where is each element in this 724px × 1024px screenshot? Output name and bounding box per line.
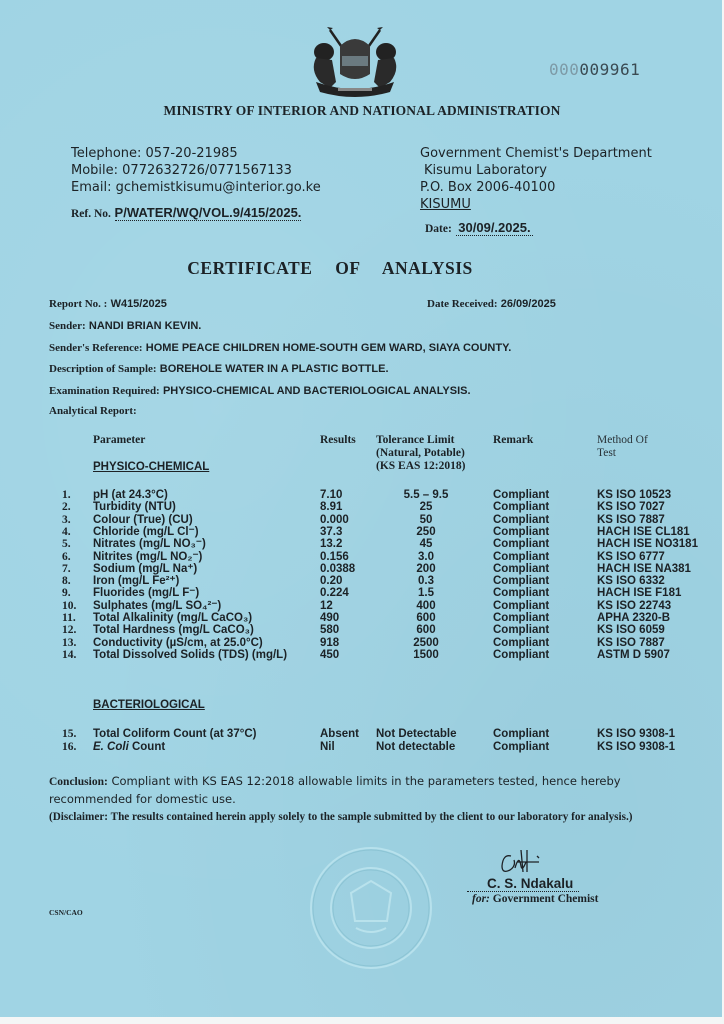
cell-param: pH (at 24.3°C): [93, 489, 168, 501]
report-no-value: W415/2025: [110, 298, 167, 310]
date-value: 30/09/.2025.: [458, 220, 531, 235]
conclusion-label: Conclusion:: [49, 776, 108, 788]
signer-name: C. S. Ndakalu: [467, 876, 579, 892]
table-row: [0, 575, 724, 588]
cell-num: 11.: [62, 612, 76, 624]
cell-result: 12: [320, 599, 333, 612]
reference-number: [71, 205, 301, 220]
issue-date: [425, 219, 533, 237]
sender-label: Sender:: [49, 320, 86, 332]
cell-num: 9.: [62, 587, 71, 600]
table-row: [0, 612, 724, 625]
header-method: [597, 434, 648, 460]
section-bacteriological: BACTERIOLOGICAL: [93, 699, 205, 711]
cell-result: 580: [320, 624, 340, 637]
cell-tolerance: 3.0: [418, 550, 434, 563]
header-method-line2: Test: [597, 447, 616, 459]
lab-name: Kisumu Laboratory: [424, 163, 547, 178]
table-row: [0, 649, 724, 662]
cell-result: 0.20: [320, 575, 343, 588]
cell-num: 7.: [62, 562, 71, 575]
cell-remark: Compliant: [493, 489, 550, 501]
certificate-title: CERTIFICATE OF ANALYSIS: [187, 258, 473, 278]
sample-value: BOREHOLE WATER IN A PLASTIC BOTTLE.: [159, 363, 389, 375]
table-row: [0, 501, 724, 514]
cell-param: Total Alkalinity (mg/L CaCO₃): [93, 612, 253, 624]
department-name: Government Chemist's Department: [420, 146, 652, 161]
serial-prefix: 000: [549, 60, 580, 79]
cell-remark: Compliant: [493, 599, 550, 612]
cell-result: Absent: [320, 728, 359, 740]
cell-param: Conductivity (µS/cm, at 25.0°C): [93, 636, 263, 649]
header-parameter: Parameter: [93, 434, 146, 446]
cell-method: APHA 2320-B: [597, 612, 671, 624]
cell-remark: Compliant: [493, 525, 550, 538]
cell-num: 12.: [62, 624, 77, 637]
cell-method: KS ISO 7887: [597, 636, 665, 649]
cell-tolerance: 50: [419, 513, 433, 526]
cell-result: 490: [320, 612, 340, 624]
cell-result: 918: [320, 636, 340, 649]
ministry-heading: MINISTRY OF INTERIOR AND NATIONAL ADMINISTRATION: [163, 103, 561, 118]
cell-param: Nitrates (mg/L NO₃⁻): [93, 538, 206, 551]
analytical-report-label: [49, 405, 137, 417]
table-row: [0, 514, 724, 527]
cell-result: 450: [320, 648, 340, 661]
cell-remark: Compliant: [493, 728, 550, 740]
sample-description: [49, 363, 389, 375]
cell-method: KS ISO 6777: [597, 550, 665, 563]
cell-tolerance: 1.5: [418, 587, 434, 600]
examination-required: [49, 385, 471, 397]
cell-tolerance: 5.5 – 9.5: [403, 489, 449, 501]
cell-param: Nitrites (mg/L NO₂⁻): [93, 550, 203, 563]
cell-param-italic: E. Coli: [93, 741, 129, 753]
cell-remark: Compliant: [493, 612, 550, 624]
sender-reference: [49, 342, 511, 354]
cell-method: HACH ISE F181: [597, 587, 682, 600]
cell-remark: Compliant: [493, 636, 550, 649]
cell-remark: Compliant: [493, 587, 550, 600]
mobile: Mobile: 0772632726/0771567133: [71, 163, 292, 178]
header-remark: Remark: [493, 434, 534, 446]
sender: [49, 320, 201, 332]
cell-tolerance: 25: [419, 501, 433, 514]
cell-method: HACH ISE NO3181: [597, 538, 698, 551]
cell-result: 0.156: [320, 550, 349, 563]
po-box: P.O. Box 2006-40100: [420, 180, 556, 195]
cell-param: [93, 741, 165, 754]
cell-param: Iron (mg/L Fe²⁺): [93, 575, 180, 588]
header-tolerance-line3: (KS EAS 12:2018): [376, 460, 466, 472]
cell-param: Total Dissolved Solids (TDS) (mg/L): [93, 648, 288, 661]
cell-param: Sulphates (mg/L SO₄²⁻): [93, 599, 222, 612]
table-row: [0, 587, 724, 600]
cell-remark: Compliant: [493, 624, 550, 637]
cell-param: Turbidity (NTU): [93, 501, 176, 514]
cell-result: 37.3: [320, 525, 343, 538]
cell-remark: Compliant: [493, 538, 550, 551]
cell-remark: Compliant: [493, 648, 550, 661]
cell-num: 16.: [62, 741, 77, 753]
report-number: [49, 298, 167, 310]
sender-ref-label: Sender's Reference:: [49, 342, 143, 354]
table-row: [0, 637, 724, 650]
sender-value: NANDI BRIAN KEVIN.: [88, 320, 202, 332]
date-received-label: Date Received:: [427, 298, 498, 310]
signer-role-prefix: for:: [472, 893, 490, 905]
cell-result: 8.91: [320, 501, 343, 514]
date-label: Date:: [425, 223, 452, 235]
signer-role-text: Government Chemist: [492, 893, 599, 905]
ref-value: P/WATER/WQ/VOL.9/415/2025.: [114, 205, 302, 220]
cell-param: Total Coliform Count (at 37°C): [93, 728, 257, 740]
cell-method: KS ISO 7887: [597, 513, 665, 526]
cell-num: 5.: [62, 538, 71, 551]
header-results: Results: [320, 434, 356, 446]
cell-tolerance: Not detectable: [376, 741, 456, 753]
ref-label: Ref. No.: [71, 208, 111, 220]
cell-tolerance: 0.3: [418, 575, 434, 588]
table-row: [0, 741, 724, 754]
cell-result: 0.000: [320, 513, 349, 526]
cell-method: KS ISO 9308-1: [597, 741, 675, 753]
exam-value: PHYSICO-CHEMICAL AND BACTERIOLOGICAL ANALYSIS.: [162, 385, 471, 397]
analytical-label-text: Analytical Report:: [49, 405, 137, 417]
cell-param: Total Hardness (mg/L CaCO₃): [93, 624, 254, 637]
telephone: Telephone: 057-20-21985: [71, 146, 238, 161]
cell-method: HACH ISE CL181: [597, 525, 690, 538]
cell-remark: Compliant: [493, 575, 550, 588]
exam-label: Examination Required:: [49, 385, 160, 397]
cell-remark: Compliant: [493, 550, 550, 563]
cell-num: 1.: [62, 489, 71, 501]
cell-method: HACH ISE NA381: [597, 562, 691, 575]
cell-num: 4.: [62, 525, 71, 538]
cell-num: 15.: [62, 728, 77, 740]
kenya-coat-of-arms-icon: [302, 26, 408, 98]
cell-method: ASTM D 5907: [597, 648, 670, 661]
cell-param: Fluorides (mg/L F⁻): [93, 587, 200, 600]
cell-result: 7.10: [320, 489, 343, 501]
cell-method: KS ISO 9308-1: [597, 728, 675, 740]
table-row: [0, 600, 724, 613]
cell-result: Nil: [320, 741, 335, 753]
cell-num: 14.: [62, 648, 77, 661]
cell-param: Colour (True) (CU): [93, 513, 193, 526]
cell-result: 0.0388: [320, 562, 356, 575]
report-no-label: Report No. :: [49, 298, 108, 310]
city: KISUMU: [420, 197, 471, 212]
date-received: [427, 298, 556, 310]
table-row: [0, 624, 724, 637]
cell-tolerance: 200: [416, 562, 436, 575]
cell-method: KS ISO 10523: [597, 489, 672, 501]
email: Email: gchemistkisumu@interior.go.ke: [71, 180, 321, 195]
cell-tolerance: 45: [419, 538, 433, 551]
table-row: [0, 728, 724, 741]
cell-num: 2.: [62, 501, 71, 514]
cell-param: Sodium (mg/L Na⁺): [93, 562, 198, 575]
table-row: [0, 551, 724, 564]
cell-tolerance: Not Detectable: [376, 728, 457, 740]
signature-icon: [497, 848, 547, 878]
cell-param-rest: Count: [128, 741, 166, 753]
cell-remark: Compliant: [493, 513, 550, 526]
table-row: [0, 563, 724, 576]
table-row: [0, 489, 724, 502]
document-initials: CSN/CAO: [49, 908, 83, 917]
sample-label: Description of Sample:: [49, 363, 157, 375]
cell-tolerance: 400: [416, 599, 436, 612]
cell-tolerance: 250: [416, 525, 436, 538]
serial-digits: 009961: [579, 60, 641, 79]
cell-num: 8.: [62, 575, 71, 588]
cell-tolerance: 600: [416, 624, 436, 637]
cell-method: KS ISO 6332: [597, 575, 665, 588]
section-physico-chemical: PHYSICO-CHEMICAL: [93, 461, 210, 473]
cell-remark: Compliant: [493, 741, 550, 753]
cell-param: Chloride (mg/L Cl⁻): [93, 525, 199, 538]
embossed-seal-icon: [306, 843, 436, 973]
header-tolerance-line2: (Natural, Potable): [376, 447, 465, 459]
serial-number: [549, 60, 640, 79]
cell-num: 6.: [62, 550, 71, 563]
cell-method: KS ISO 6059: [597, 624, 665, 637]
cell-tolerance: 2500: [413, 636, 439, 649]
cell-result: 13.2: [320, 538, 343, 551]
cell-method: KS ISO 22743: [597, 599, 672, 612]
cell-tolerance: 1500: [413, 648, 439, 661]
conclusion-text: Compliant with KS EAS 12:2018 allowable limits in the parameters tested, hence hereby recommended for domestic use.: [49, 774, 621, 806]
cell-remark: Compliant: [493, 562, 550, 575]
date-received-value: 26/09/2025: [500, 298, 556, 310]
header-tolerance-line1: Tolerance Limit: [376, 434, 455, 446]
signer-role: [472, 893, 598, 905]
cell-num: 13.: [62, 636, 77, 649]
cell-result: 0.224: [320, 587, 349, 600]
cell-remark: Compliant: [493, 501, 550, 514]
department-block: [420, 145, 652, 213]
conclusion: [49, 773, 689, 808]
contact-block: [71, 145, 321, 196]
header-tolerance: [376, 434, 465, 473]
cell-num: 10.: [62, 599, 77, 612]
table-row: [0, 526, 724, 539]
table-row: [0, 538, 724, 551]
sender-ref-value: HOME PEACE CHILDREN HOME-SOUTH GEM WARD, SIAYA COUNTY.: [145, 342, 512, 354]
cell-tolerance: 600: [416, 612, 436, 624]
disclaimer: (Disclaimer: The results contained herein apply solely to the sample submitted by the client to our laboratory for analysis.): [49, 811, 633, 823]
cell-method: KS ISO 7027: [597, 501, 665, 514]
cell-num: 3.: [62, 513, 71, 526]
header-method-line1: Method Of: [597, 434, 648, 446]
